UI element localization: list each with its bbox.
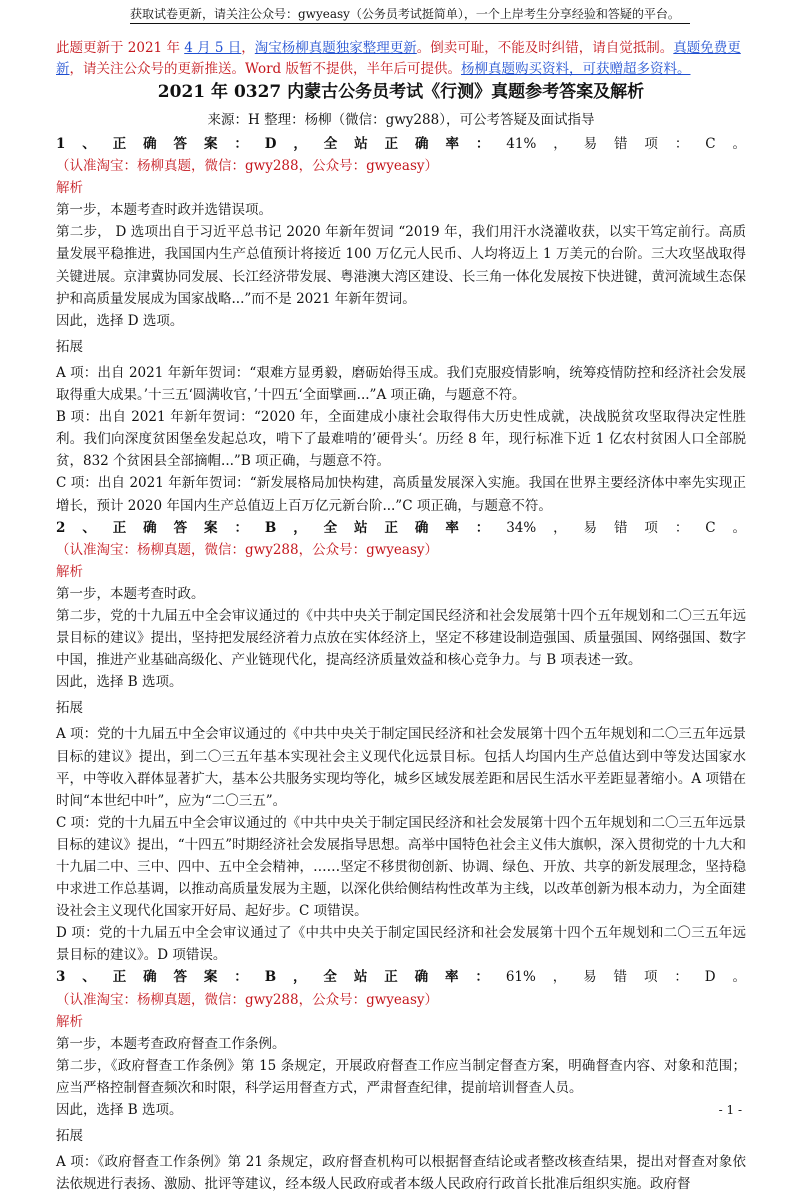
extension-item: D 项：党的十九届五中全会审议通过了《中共中央关于制定国民经济和社会发展第十四个五年规划和二〇三五年远景目标的建议》。D 项错误。 [56,925,746,964]
analysis-step: 第二步，党的十九届五中全会审议通过的《中共中央关于制定国民经济和社会发展第十四个五年规划和二〇三五年远景目标的建议》提出，坚持把发展经济着力点放在实体经济上，坚定不移建设制造强国、质量强国、网络强国、数字中国，推进产业基础高级化、产业链现代化，提高经济质量效益和核心竞争力。与 B 项表述一致。 [56,607,746,669]
page-number: - 1 - [718,1103,742,1117]
accuracy-text: 41%，易错项：C。 [506,136,746,152]
question-header [56,966,746,1010]
extension-item: C 项：党的十九届五中全会审议通过的《中共中央关于制定国民经济和社会发展第十四个五年规划和二〇三五年远景目标的建议》提出，“十四五”时期经济社会发展指导思想。高举中国特色社会主义伟大旗帜，深入贯彻党的十九大和十九届二中、三中、四中、五中全会精神，……坚定不移贯彻创新、协调、绿色、开放、共享的新发展理念，坚持稳中求进工作总基调，以推动高质量发展为主题，以深化供给侧结构性改革为主线，以改革创新为根本动力，为全面建设社会主义现代化国家开好局、起好步。C 项错误。 [56,814,746,920]
source-line: 来源：H 整理：杨柳（微信：gwy288），可公考答疑及面试指导 [207,112,595,128]
analysis-step: 因此，选择 D 选项。 [56,312,184,329]
analysis-step: 第一步，本题考查时政并选错误项。 [56,202,272,219]
analysis-label: 解析 [56,1013,83,1030]
analysis-step: 因此，选择 B 选项。 [56,1102,183,1119]
answer-label: 3、正确答案：B，全站正确率： [56,969,506,986]
question-block [56,517,746,967]
extension-item: A 项：党的十九届五中全会审议通过的《中共中央关于制定国民经济和社会发展第十四个五年规划和二〇三五年远景目标的建议》提出，到二〇三五年基本实现社会主义现代化远景目标。包括人均国内生产总值达到中等发达国家水平，中等收入群体显著扩大，基本公共服务实现均等化，城乡区域发展差距和居民生活水平差距显著缩小。A 项错在时间“本世纪中叶”，应为“二〇三五”。 [56,726,746,809]
notice-text: 此题更新于 2021 年 [56,40,185,56]
accuracy-text: 34%，易错项：C。 [506,519,746,536]
top-banner: 获取试卷更新，请关注公众号：gwyeasy（公务员考试挺简单），一个上岸考生分享经验和答疑的平台。 [130,6,690,24]
extension-item: B 项：出自 2021 年新年贺词：“2020 年，全面建成小康社会取得伟大历史性成就，决战脱贫攻坚取得决定性胜利。我们向深度贫困堡垒发起总攻，啃下了最难啃的’硬骨头‘。历经 8 年，现行标准下近 1 亿农村贫困人口全部脱贫，832 个贫困县全部摘帽...”B 项正确，与题意不符。 [56,409,746,470]
notice-text: 。倒卖可耻，不能及时纠错，请自觉抵制。 [416,40,674,56]
analysis-label: 解析 [56,563,83,580]
extension-label: 拓展 [56,338,83,355]
answer-label: 2、正确答案：B，全站正确率： [56,519,507,536]
question-header [56,133,746,177]
extension-label: 拓展 [56,700,83,717]
document-title: 2021 年 0327 内蒙古公务员考试《行测》真题参考答案及解析 [157,82,645,102]
analysis-step: 第一步，本题考查时政。 [56,585,205,602]
answers-content [56,133,746,1195]
question-header [56,517,746,561]
notice-shop-link[interactable]: 淘宝杨柳真题独家整理更新 [254,40,417,56]
ad-text: （认准淘宝：杨柳真题，微信：gwy288，公众号：gwyeasy） [56,158,439,175]
analysis-step: 第一步，本题考查政府督查工作条例。 [56,1035,286,1052]
update-notice [56,38,746,80]
ad-text: （认准淘宝：杨柳真题，微信：gwy288，公众号：gwyeasy） [56,541,439,558]
notice-text: ，请关注公众号的更新推送。Word 版暂不提供，半年后可提供。 [69,61,461,77]
analysis-step: 第二步，《政府督查工作条例》第 15 条规定，开展政府督查工作应当制定督查方案，明确督查内容、对象和范围；应当严格控制督查频次和时限，科学运用督查方式，严肃督查纪律，提前培训督查人员。 [56,1057,746,1096]
answer-label: 1、正确答案：D，全站正确率： [56,136,507,152]
analysis-step: 第二步， D 选项出自于习近平总书记 2020 年新年贺词 “2019 年，我们用汗水浇灌收获，以实干笃定前行。高质量发展平稳推进，我国国内生产总值预计将接近 100 万亿元人民币、人均将迈上 1 万美元的台阶。三大攻坚战取得关键进展。京津冀协同发展、长江经济带发展、粤港澳大湾区建设、长三角一体化发展按下快进键，黄河流域生态保护和高质量发展成为国家战略...”而不是 2021 年新年贺词。 [56,224,746,307]
extension-item: A 项：《政府督查工作条例》第 21 条规定，政府督查机构可以根据督查结论或者整改核查结果，提出对督查对象依法依规进行表扬、激励、批评等建议，经本级人民政府或者本级人民政府行政首长批准后组织实施。政府督 [56,1154,746,1193]
analysis-label: 解析 [56,180,83,197]
notice-text: ， [241,40,255,56]
notice-free-link[interactable]: 真题免费更新 [56,40,741,77]
question-block [56,966,746,1195]
extension-item: C 项：出自 2021 年新年贺词：“新发展格局加快构建，高质量发展深入实施。我国在世界主要经济体中率先实现正增长，预计 2020 年国内生产总值迈上百万亿元新台阶...”C 项正确，与题意不符。 [56,475,746,514]
ad-text: （认准淘宝：杨柳真题，微信：gwy288，公众号：gwyeasy） [56,991,439,1008]
accuracy-text: 61%，易错项：D。 [505,969,746,986]
notice-date-link[interactable]: 4 月 5 日 [184,40,242,56]
notice-buy-link[interactable]: 杨柳真题购买资料，可获赠超多资料。 [460,61,691,77]
analysis-step: 因此，选择 B 选项。 [56,674,183,691]
extension-label: 拓展 [56,1128,83,1145]
question-block [56,133,746,517]
extension-item: A 项：出自 2021 年新年贺词：“艰难方显勇毅，磨砺始得玉成。我们克服疫情影响，统筹疫情防控和经济社会发展取得重大成果。’十三五‘圆满收官，’十四五‘全面擘画...”A 项正确，与题意不符。 [56,364,746,404]
